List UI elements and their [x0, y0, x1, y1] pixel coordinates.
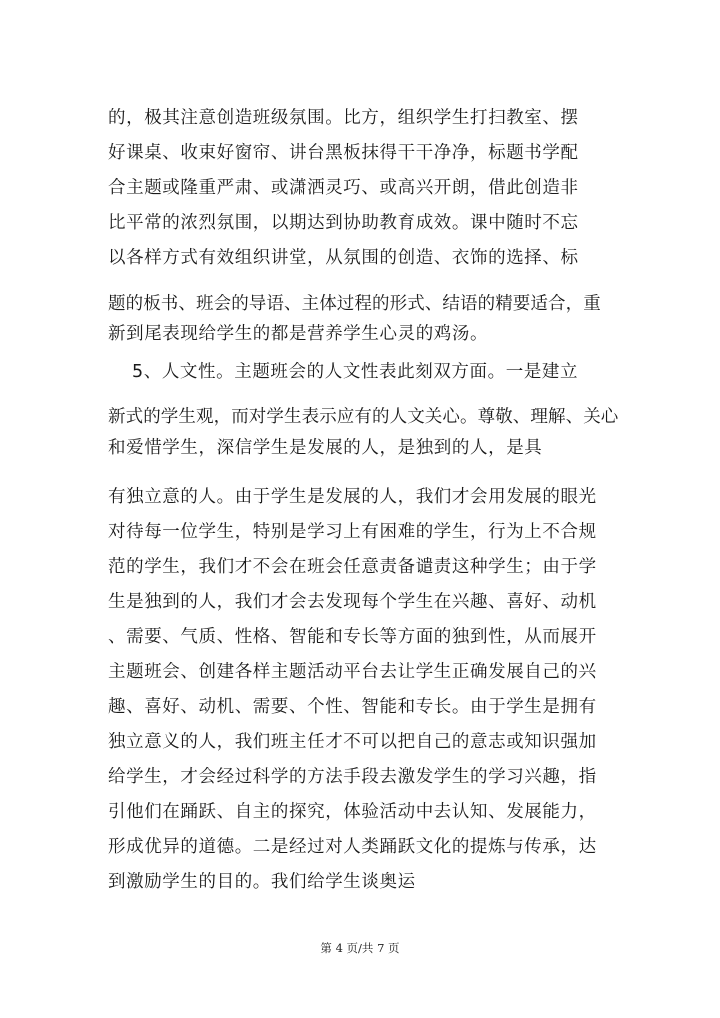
- text-line: 给学生，才会经过科学的方法手段去激发学生的学习兴趣，指: [108, 767, 597, 787]
- text-line: 和爱惜学生，深信学生是发展的人，是独到的人，是具: [108, 438, 543, 458]
- text-line: 新到尾表现给学生的都是营养学生心灵的鸡汤。: [108, 324, 489, 344]
- text-line: 、需要、气质、性格、智能和专长等方面的独到性，从而展开: [108, 627, 597, 647]
- text-line: 趣、喜好、动机、需要、个性、智能和专长。由于学生是拥有: [108, 697, 597, 717]
- text-line: 主题班会、创建各样主题活动平台去让学生正确发展自己的兴: [108, 662, 597, 682]
- text-line: 有独立意的人。由于学生是发展的人，我们才会用发展的眼光: [108, 487, 597, 507]
- text-line: 范的学生，我们才不会在班会任意责备谴责这种学生；由于学: [108, 557, 597, 577]
- text-line: 合主题或隆重严肃、或潇洒灵巧、或高兴开朗，借此创造非: [108, 178, 579, 198]
- text-line: 的，极其注意创造班级氛围。比方，组织学生打扫教室、摆: [108, 108, 579, 128]
- page-number-footer: 第 4 页/共 7 页: [320, 941, 400, 955]
- text-line: 引他们在踊跃、自主的探究，体验活动中去认知、发展能力，: [108, 802, 597, 822]
- text-line: 好课桌、收束好窗帘、讲台黑板抹得干干净净，标题书学配: [108, 143, 579, 163]
- text-line: 比平常的浓烈氛围，以期达到协助教育成效。课中随时不忘: [108, 213, 579, 233]
- text-line: 5、人文性。主题班会的人文性表此刻双方面。一是建立: [132, 362, 579, 382]
- text-line: 独立意义的人，我们班主任才不可以把自己的意志或知识强加: [108, 732, 597, 752]
- text-line: 新式的学生观，而对学生表示应有的人文关心。尊敬、理解、关心: [108, 407, 619, 427]
- text-line: 形成优异的道德。二是经过对人类踊跃文化的提炼与传承，达: [108, 837, 597, 857]
- text-line: 生是独到的人，我们才会去发现每个学生在兴趣、喜好、动机: [108, 592, 597, 612]
- text-line: 到激励学生的目的。我们给学生谈奥运: [108, 872, 416, 892]
- text-line: 题的板书、班会的导语、主体过程的形式、结语的精要适合，重: [108, 294, 601, 314]
- text-line: 对待每一位学生，特别是学习上有困难的学生，行为上不合规: [108, 522, 597, 542]
- text-line: 以各样方式有效组织讲堂，从氛围的创造、衣饰的选择、标: [108, 248, 579, 268]
